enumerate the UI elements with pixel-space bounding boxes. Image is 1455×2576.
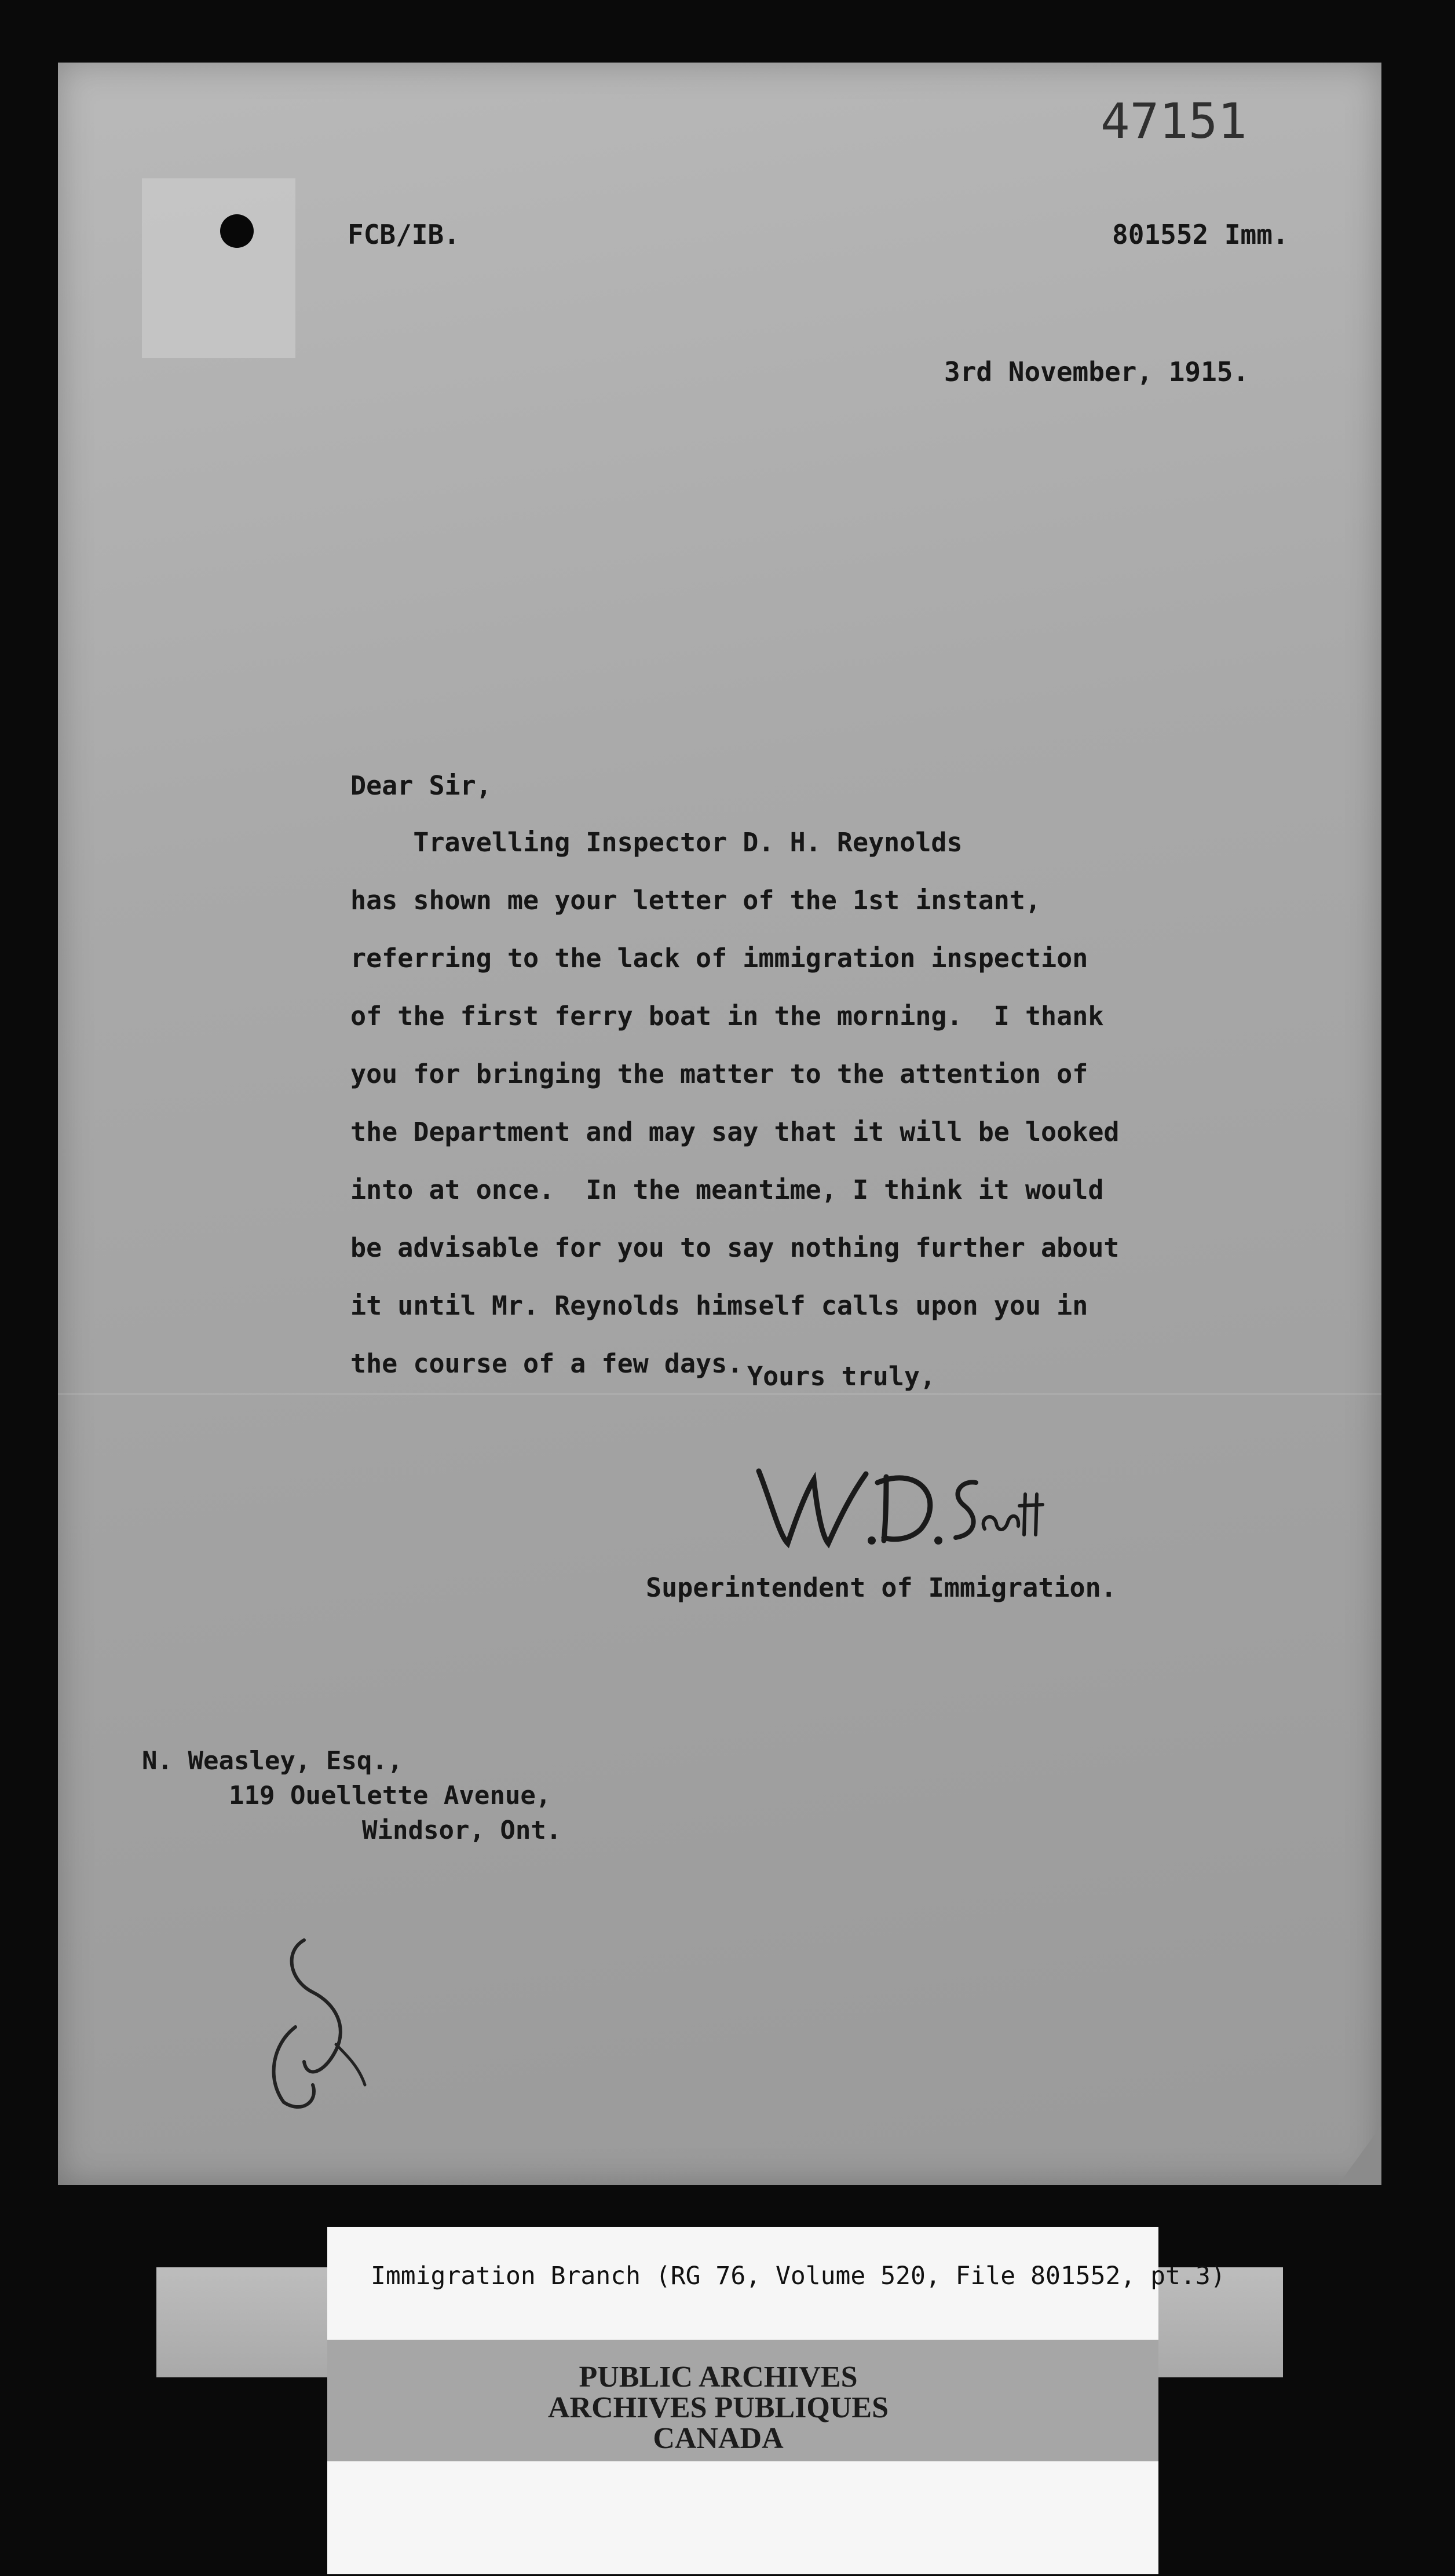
handwritten-mark bbox=[249, 1929, 388, 2125]
body-line: you for bringing the matter to the attention of bbox=[350, 1059, 1088, 1089]
handwritten-signature bbox=[747, 1448, 1048, 1564]
body-line: the Department and may say that it will be looked bbox=[350, 1117, 1120, 1147]
archive-citation: Immigration Branch (RG 76, Volume 520, File 801552, pt.3) bbox=[371, 2262, 1226, 2290]
body-line: has shown me your letter of the 1st instant, bbox=[350, 885, 1041, 916]
reference-initials: FCB/IB. bbox=[348, 219, 460, 250]
body-line: of the first ferry boat in the morning. I thank bbox=[350, 1001, 1104, 1031]
address-line: Windsor, Ont. bbox=[362, 1816, 562, 1845]
paper-patch bbox=[142, 178, 295, 358]
archive-stamp-line: CANADA bbox=[653, 2422, 784, 2455]
body-line: be advisable for you to say nothing further about bbox=[350, 1232, 1120, 1263]
punch-hole bbox=[220, 214, 254, 248]
letter-body bbox=[350, 814, 1120, 1393]
body-line: it until Mr. Reynolds himself calls upon you in bbox=[350, 1290, 1088, 1321]
body-line: the course of a few days. bbox=[350, 1348, 743, 1379]
corner-fold bbox=[1338, 2125, 1381, 2185]
body-line: referring to the lack of immigration inspection bbox=[350, 943, 1088, 974]
body-line: Travelling Inspector D. H. Reynolds bbox=[350, 827, 963, 858]
address-line: N. Weasley, Esq., bbox=[142, 1746, 403, 1776]
closing: Yours truly, bbox=[747, 1361, 936, 1392]
fold-line bbox=[58, 1393, 1381, 1395]
signatory-title: Superintendent of Immigration. bbox=[646, 1572, 1117, 1603]
archive-stamp-line: PUBLIC ARCHIVES bbox=[579, 2361, 858, 2394]
file-number: 47151 bbox=[1101, 93, 1247, 149]
reference-file: 801552 Imm. bbox=[1112, 219, 1289, 250]
archive-stamp-line: ARCHIVES PUBLIQUES bbox=[547, 2391, 889, 2424]
salutation: Dear Sir, bbox=[350, 770, 492, 801]
letter-date: 3rd November, 1915. bbox=[944, 356, 1249, 387]
body-line: into at once. In the meantime, I think it would bbox=[350, 1174, 1104, 1205]
address-line: 119 Ouellette Avenue, bbox=[229, 1781, 551, 1810]
